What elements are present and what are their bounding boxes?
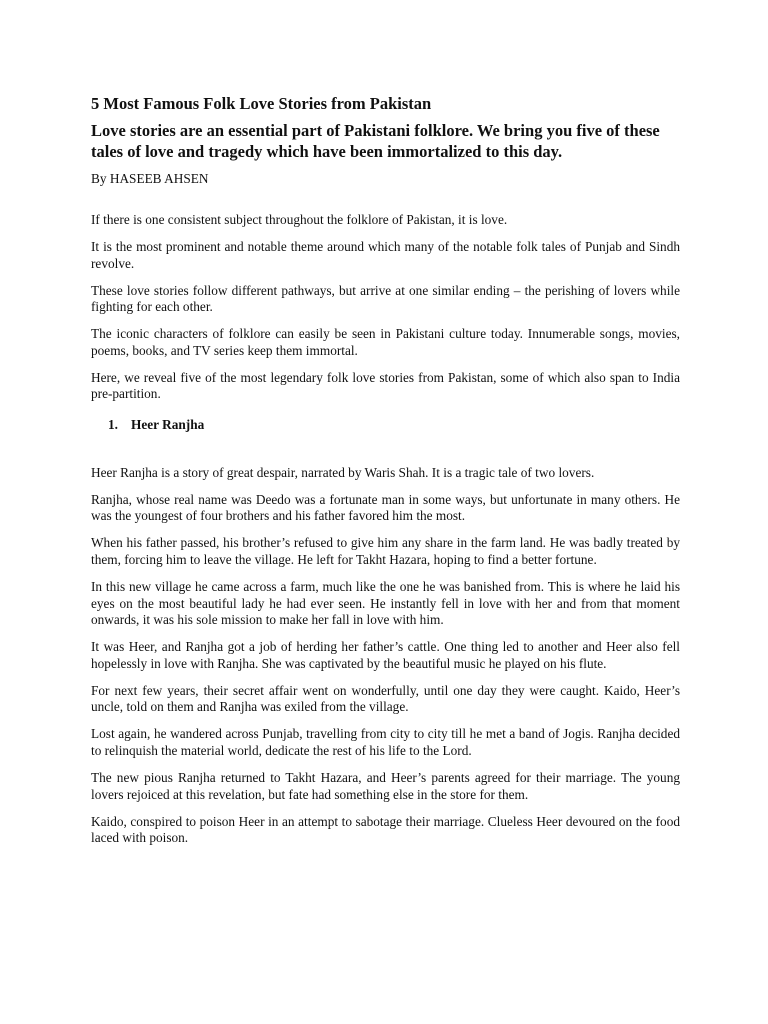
intro-paragraph: These love stories follow different pathways, but arrive at one similar ending – the perishing of lovers while fighting for each other. [91, 282, 680, 315]
section-paragraph: Heer Ranjha is a story of great despair, narrated by Waris Shah. It is a tragic tale of two lovers. [91, 464, 595, 480]
section-heading-label: Heer Ranjha [131, 416, 205, 432]
section-number: 1. [108, 416, 118, 432]
article-title: 5 Most Famous Folk Love Stories from Pakistan [91, 94, 432, 113]
article-byline: By HASEEB AHSEN [91, 171, 209, 186]
section-paragraph: In this new village he came across a farm, much like the one he was banished from. This is where he laid his eyes on the most beautiful lady he had ever seen. He instantly fell in love with her and from that moment onwards, it was his sole mission to make her fall in love with him. [91, 579, 680, 628]
intro-paragraph: If there is one consistent subject throughout the folklore of Pakistan, it is love. [91, 212, 508, 227]
article-subtitle: Love stories are an essential part of Pakistani folklore. We bring you five of these tales of love and tragedy which have been immortalized to this day. [91, 121, 660, 161]
intro-paragraph: Here, we reveal five of the most legendary folk love stories from Pakistan, some of which also span to India pre-partition. [91, 369, 680, 402]
section-paragraph: Kaido, conspired to poison Heer in an attempt to sabotage their marriage. Clueless Heer devoured on the food laced with poison. [91, 813, 680, 846]
document-page [91, 94, 680, 857]
section-paragraph: The new pious Ranjha returned to Takht Hazara, and Heer’s parents agreed for their marriage. The young lovers rejoiced at this revelation, but fate had something else in the store for them. [91, 769, 680, 802]
intro-paragraph: The iconic characters of folklore can easily be seen in Pakistani culture today. Innumerable songs, movies, poems, books, and TV series keep them immortal. [91, 326, 680, 358]
section-paragraph: Lost again, he wandered across Punjab, travelling from city to city till he met a band of Jogis. Ranjha decided to relinquish the material world, dedicate the rest of his life to the Lord. [91, 726, 680, 758]
section-paragraph: For next few years, their secret affair went on wonderfully, until one day they were caught. Kaido, Heer’s uncle, told on them and Ranjha was exiled from the village. [91, 682, 680, 715]
section-paragraph: When his father passed, his brother’s refused to give him any share in the farm land. He was badly treated by them, forcing him to leave the village. He left for Takht Hazara, hoping to find a better fortune. [91, 535, 680, 568]
section-paragraph: Ranjha, whose real name was Deedo was a fortunate man in some ways, but unfortunate in many others. He was the youngest of four brothers and his father favored him the most. [91, 491, 680, 524]
section-paragraph: It was Heer, and Ranjha got a job of herding her father’s cattle. One thing led to another and Heer also fell hopelessly in love with Ranjha. She was captivated by the beautiful music he played on his flute. [91, 639, 680, 671]
section-heading-heer-ranjha [108, 417, 680, 433]
intro-paragraph: It is the most prominent and notable theme around which many of the notable folk tales of Punjab and Sindh revolve. [91, 238, 680, 271]
